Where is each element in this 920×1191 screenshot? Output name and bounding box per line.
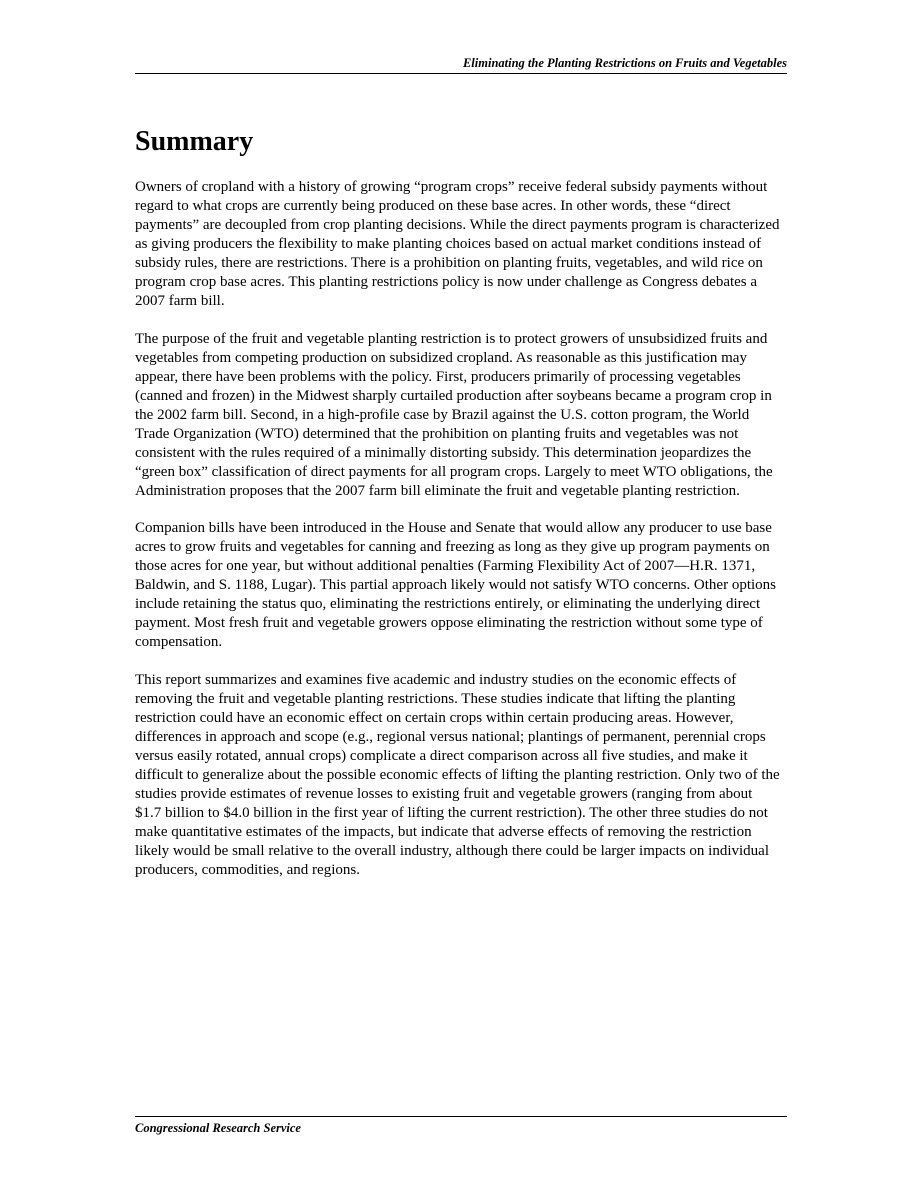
footer-organization: Congressional Research Service [135,1121,301,1135]
summary-paragraph-4: This report summarizes and examines five academic and industry studies on the economic effects of removing the fruit and vegetable planting restrictions. These studies indicate that lifting the planting restriction could have an economic effect on certain crops within certain producing areas. However, differences in approach and scope (e.g., regional versus national; plantings of permanent, perennial crops versus easily rotated, annual crops) complicate a direct comparison across all five studies, and make it difficult to generalize about the possible economic effects of lifting the planting restriction. Only two of the studies provide estimates of revenue losses to existing fruit and vegetable growers (ranging from about $1.7 billion to $4.0 billion in the first year of lifting the current restriction). The other three studies do not make quantitative estimates of the impacts, but indicate that adverse effects of removing the restriction likely would be small relative to the overall industry, although there could be larger impacts on individual producers, commodities, and regions. [135,671,780,878]
summary-paragraph-3: Companion bills have been introduced in the House and Senate that would allow any producer to use base acres to grow fruits and vegetables for canning and freezing as long as they give up program payments on those acres for one year, but without additional penalties (Farming Flexibility Act of 2007—H.R. 1371, Baldwin, and S. 1188, Lugar). This partial approach likely would not satisfy WTO concerns. Other options include retaining the status quo, eliminating the restrictions entirely, or eliminating the underlying direct payment. Most fresh fruit and vegetable growers oppose eliminating the restriction without some type of compensation. [135,520,776,650]
running-header-title: Eliminating the Planting Restrictions on Fruits and Vegetables [462,56,787,70]
running-header [135,56,787,74]
running-footer [135,1116,787,1136]
summary-body [135,178,780,898]
summary-paragraph-1: Owners of cropland with a history of growing “program crops” receive federal subsidy payments without regard to what crops are currently being produced on these base acres. In other words, these “direct payments” are decoupled from crop planting decisions. While the direct payments program is characterized as giving producers the flexibility to make planting choices based on actual market conditions instead of subsidy rules, there are restrictions. There is a prohibition on planting fruits, vegetables, and wild rice on program crop base acres. This planting restrictions policy is now under challenge as Congress debates a 2007 farm bill. [135,179,780,309]
page-title: Summary [135,126,254,157]
summary-paragraph-2: The purpose of the fruit and vegetable planting restriction is to protect growers of unsubsidized fruits and vegetables from competing production on subsidized cropland. As reasonable as this justification may appear, there have been problems with the policy. First, producers primarily of processing vegetables (canned and frozen) in the Midwest sharply curtailed production after soybeans became a program crop in the 2002 farm bill. Second, in a high-profile case by Brazil against the U.S. cotton program, the World Trade Organization (WTO) determined that the prohibition on planting fruits and vegetables was not consistent with the rules required of a minimally distorting subsidy. This determination jeopardizes the “green box” classification of direct payments for all program crops. Largely to meet WTO obligations, the Administration proposes that the 2007 farm bill eliminate the fruit and vegetable planting restriction. [135,330,773,499]
